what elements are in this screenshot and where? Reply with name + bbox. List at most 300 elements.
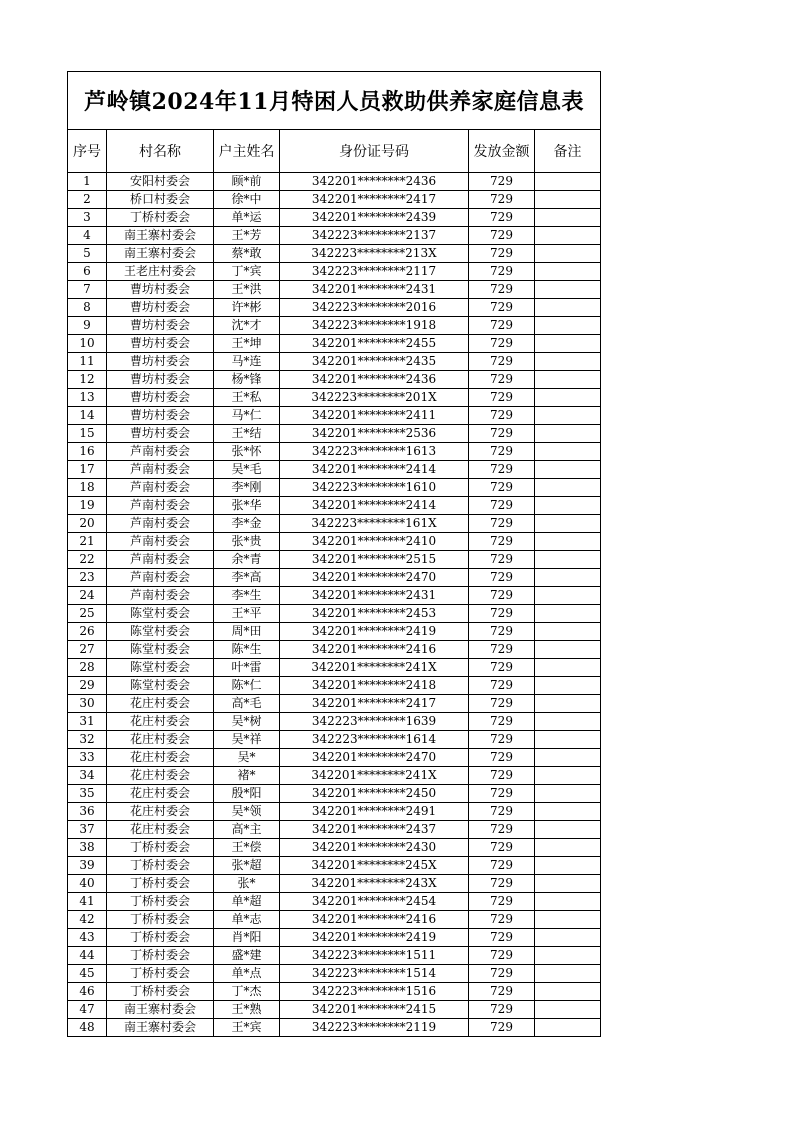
cell-id-number: 342223********1610 [280, 479, 469, 497]
cell-householder: 王*宾 [214, 1019, 280, 1037]
cell-amount: 729 [469, 731, 535, 749]
cell-id-number: 342201********2417 [280, 695, 469, 713]
cell-amount: 729 [469, 191, 535, 209]
cell-id-number: 342201********2436 [280, 371, 469, 389]
table-row [68, 281, 601, 299]
table-row [68, 425, 601, 443]
cell-householder: 周*田 [214, 623, 280, 641]
cell-householder: 王*平 [214, 605, 280, 623]
cell-id-number: 342223********201X [280, 389, 469, 407]
header-amount: 发放金额 [469, 130, 535, 173]
cell-id-number: 342201********2411 [280, 407, 469, 425]
cell-householder: 蔡*敢 [214, 245, 280, 263]
table-row [68, 1001, 601, 1019]
cell-householder: 张*怀 [214, 443, 280, 461]
cell-id-number: 342223********2016 [280, 299, 469, 317]
cell-village: 陈堂村委会 [107, 641, 214, 659]
cell-index: 17 [68, 461, 107, 479]
cell-index: 16 [68, 443, 107, 461]
cell-householder: 单*点 [214, 965, 280, 983]
table-row [68, 929, 601, 947]
cell-village: 芦南村委会 [107, 551, 214, 569]
cell-remark [535, 425, 601, 443]
table-row [68, 461, 601, 479]
cell-remark [535, 299, 601, 317]
cell-village: 芦南村委会 [107, 479, 214, 497]
cell-id-number: 342201********2415 [280, 1001, 469, 1019]
cell-village: 丁桥村委会 [107, 947, 214, 965]
cell-householder: 许*彬 [214, 299, 280, 317]
cell-amount: 729 [469, 821, 535, 839]
cell-amount: 729 [469, 281, 535, 299]
cell-village: 曹坊村委会 [107, 353, 214, 371]
cell-remark [535, 407, 601, 425]
cell-amount: 729 [469, 515, 535, 533]
cell-id-number: 342201********2515 [280, 551, 469, 569]
cell-amount: 729 [469, 893, 535, 911]
cell-remark [535, 695, 601, 713]
cell-amount: 729 [469, 389, 535, 407]
table-row [68, 785, 601, 803]
cell-village: 花庄村委会 [107, 695, 214, 713]
cell-id-number: 342201********2419 [280, 929, 469, 947]
cell-index: 22 [68, 551, 107, 569]
table-row [68, 551, 601, 569]
cell-amount: 729 [469, 371, 535, 389]
cell-amount: 729 [469, 443, 535, 461]
cell-village: 芦南村委会 [107, 497, 214, 515]
table-row [68, 227, 601, 245]
cell-householder: 张* [214, 875, 280, 893]
cell-village: 王老庄村委会 [107, 263, 214, 281]
cell-householder: 吴* [214, 749, 280, 767]
header-remark: 备注 [535, 130, 601, 173]
cell-remark [535, 317, 601, 335]
cell-index: 13 [68, 389, 107, 407]
cell-householder: 张*华 [214, 497, 280, 515]
cell-amount: 729 [469, 641, 535, 659]
cell-amount: 729 [469, 461, 535, 479]
cell-village: 丁桥村委会 [107, 965, 214, 983]
cell-id-number: 342223********1516 [280, 983, 469, 1001]
cell-index: 45 [68, 965, 107, 983]
cell-index: 11 [68, 353, 107, 371]
cell-id-number: 342201********2437 [280, 821, 469, 839]
table-row [68, 245, 601, 263]
cell-householder: 高*主 [214, 821, 280, 839]
cell-index: 27 [68, 641, 107, 659]
cell-index: 36 [68, 803, 107, 821]
cell-index: 38 [68, 839, 107, 857]
cell-remark [535, 821, 601, 839]
cell-householder: 李*金 [214, 515, 280, 533]
cell-remark [535, 209, 601, 227]
cell-amount: 729 [469, 1019, 535, 1037]
cell-remark [535, 767, 601, 785]
cell-id-number: 342201********2455 [280, 335, 469, 353]
cell-village: 芦南村委会 [107, 443, 214, 461]
table-row [68, 713, 601, 731]
cell-householder: 王*芳 [214, 227, 280, 245]
cell-amount: 729 [469, 803, 535, 821]
cell-index: 21 [68, 533, 107, 551]
cell-id-number: 342223********2137 [280, 227, 469, 245]
cell-amount: 729 [469, 587, 535, 605]
cell-index: 41 [68, 893, 107, 911]
cell-remark [535, 839, 601, 857]
cell-amount: 729 [469, 425, 535, 443]
cell-remark [535, 911, 601, 929]
cell-householder: 杨*锋 [214, 371, 280, 389]
cell-id-number: 342223********1514 [280, 965, 469, 983]
cell-remark [535, 623, 601, 641]
cell-householder: 王*坤 [214, 335, 280, 353]
cell-village: 曹坊村委会 [107, 335, 214, 353]
cell-village: 花庄村委会 [107, 731, 214, 749]
table-row [68, 803, 601, 821]
cell-village: 芦南村委会 [107, 587, 214, 605]
cell-id-number: 342223********2119 [280, 1019, 469, 1037]
cell-index: 35 [68, 785, 107, 803]
table-row [68, 821, 601, 839]
table-row [68, 299, 601, 317]
cell-remark [535, 1001, 601, 1019]
cell-index: 12 [68, 371, 107, 389]
cell-id-number: 342201********243X [280, 875, 469, 893]
cell-amount: 729 [469, 227, 535, 245]
cell-index: 32 [68, 731, 107, 749]
cell-village: 丁桥村委会 [107, 983, 214, 1001]
cell-index: 48 [68, 1019, 107, 1037]
cell-village: 丁桥村委会 [107, 893, 214, 911]
cell-remark [535, 587, 601, 605]
table-row [68, 317, 601, 335]
cell-remark [535, 659, 601, 677]
cell-village: 曹坊村委会 [107, 299, 214, 317]
cell-index: 6 [68, 263, 107, 281]
cell-householder: 李*刚 [214, 479, 280, 497]
table-row [68, 605, 601, 623]
cell-village: 曹坊村委会 [107, 281, 214, 299]
cell-remark [535, 731, 601, 749]
cell-index: 29 [68, 677, 107, 695]
header-village: 村名称 [107, 130, 214, 173]
cell-id-number: 342201********2431 [280, 587, 469, 605]
cell-index: 42 [68, 911, 107, 929]
cell-householder: 吴*毛 [214, 461, 280, 479]
cell-remark [535, 1019, 601, 1037]
cell-id-number: 342201********245X [280, 857, 469, 875]
cell-id-number: 342201********2450 [280, 785, 469, 803]
cell-householder: 吴*领 [214, 803, 280, 821]
table-row [68, 893, 601, 911]
cell-village: 芦南村委会 [107, 461, 214, 479]
cell-amount: 729 [469, 569, 535, 587]
cell-remark [535, 569, 601, 587]
cell-village: 安阳村委会 [107, 173, 214, 191]
cell-id-number: 342223********1613 [280, 443, 469, 461]
table-row [68, 857, 601, 875]
table-row [68, 569, 601, 587]
cell-index: 31 [68, 713, 107, 731]
cell-id-number: 342223********213X [280, 245, 469, 263]
cell-remark [535, 497, 601, 515]
cell-village: 花庄村委会 [107, 767, 214, 785]
cell-householder: 单*超 [214, 893, 280, 911]
cell-index: 37 [68, 821, 107, 839]
table-row [68, 497, 601, 515]
cell-id-number: 342201********2436 [280, 173, 469, 191]
cell-amount: 729 [469, 533, 535, 551]
cell-village: 芦南村委会 [107, 533, 214, 551]
cell-amount: 729 [469, 173, 535, 191]
cell-id-number: 342201********2470 [280, 569, 469, 587]
cell-id-number: 342201********241X [280, 659, 469, 677]
table-row [68, 839, 601, 857]
cell-id-number: 342201********2414 [280, 461, 469, 479]
table-row [68, 587, 601, 605]
cell-index: 25 [68, 605, 107, 623]
cell-amount: 729 [469, 263, 535, 281]
cell-village: 丁桥村委会 [107, 857, 214, 875]
cell-amount: 729 [469, 497, 535, 515]
cell-remark [535, 983, 601, 1001]
cell-index: 44 [68, 947, 107, 965]
cell-village: 南王寨村委会 [107, 245, 214, 263]
cell-householder: 余*青 [214, 551, 280, 569]
cell-index: 2 [68, 191, 107, 209]
cell-remark [535, 191, 601, 209]
cell-amount: 729 [469, 353, 535, 371]
cell-amount: 729 [469, 299, 535, 317]
cell-remark [535, 389, 601, 407]
cell-village: 花庄村委会 [107, 803, 214, 821]
cell-village: 南王寨村委会 [107, 227, 214, 245]
table-row [68, 677, 601, 695]
cell-remark [535, 875, 601, 893]
cell-householder: 叶*雷 [214, 659, 280, 677]
cell-amount: 729 [469, 317, 535, 335]
cell-index: 47 [68, 1001, 107, 1019]
cell-id-number: 342223********1639 [280, 713, 469, 731]
cell-index: 19 [68, 497, 107, 515]
cell-amount: 729 [469, 335, 535, 353]
cell-index: 34 [68, 767, 107, 785]
cell-id-number: 342201********2431 [280, 281, 469, 299]
table-row [68, 731, 601, 749]
cell-remark [535, 353, 601, 371]
cell-amount: 729 [469, 695, 535, 713]
cell-village: 曹坊村委会 [107, 317, 214, 335]
cell-householder: 丁*宾 [214, 263, 280, 281]
cell-index: 8 [68, 299, 107, 317]
table-row [68, 623, 601, 641]
cell-village: 南王寨村委会 [107, 1001, 214, 1019]
cell-amount: 729 [469, 479, 535, 497]
cell-amount: 729 [469, 965, 535, 983]
cell-householder: 李*生 [214, 587, 280, 605]
cell-index: 4 [68, 227, 107, 245]
cell-remark [535, 245, 601, 263]
cell-amount: 729 [469, 659, 535, 677]
cell-village: 陈堂村委会 [107, 605, 214, 623]
cell-householder: 盛*建 [214, 947, 280, 965]
cell-householder: 单*志 [214, 911, 280, 929]
cell-householder: 肖*阳 [214, 929, 280, 947]
cell-village: 桥口村委会 [107, 191, 214, 209]
cell-remark [535, 515, 601, 533]
cell-amount: 729 [469, 875, 535, 893]
cell-remark [535, 677, 601, 695]
cell-village: 丁桥村委会 [107, 911, 214, 929]
cell-remark [535, 965, 601, 983]
cell-village: 丁桥村委会 [107, 929, 214, 947]
cell-id-number: 342223********1918 [280, 317, 469, 335]
table-title: 芦岭镇2024年11月特困人员救助供养家庭信息表 [68, 72, 601, 130]
cell-index: 24 [68, 587, 107, 605]
cell-remark [535, 641, 601, 659]
cell-id-number: 342201********2470 [280, 749, 469, 767]
table-row [68, 407, 601, 425]
cell-amount: 729 [469, 605, 535, 623]
cell-village: 南王寨村委会 [107, 1019, 214, 1037]
cell-village: 丁桥村委会 [107, 875, 214, 893]
cell-index: 7 [68, 281, 107, 299]
cell-village: 花庄村委会 [107, 713, 214, 731]
table-row [68, 983, 601, 1001]
cell-householder: 陈*生 [214, 641, 280, 659]
table-row [68, 443, 601, 461]
cell-village: 陈堂村委会 [107, 659, 214, 677]
cell-householder: 单*运 [214, 209, 280, 227]
cell-remark [535, 605, 601, 623]
cell-householder: 王*结 [214, 425, 280, 443]
cell-index: 43 [68, 929, 107, 947]
cell-village: 曹坊村委会 [107, 371, 214, 389]
table-row [68, 659, 601, 677]
table-row [68, 263, 601, 281]
cell-remark [535, 947, 601, 965]
cell-remark [535, 749, 601, 767]
cell-householder: 殷*阳 [214, 785, 280, 803]
cell-id-number: 342201********2536 [280, 425, 469, 443]
cell-id-number: 342201********2439 [280, 209, 469, 227]
table-row [68, 173, 601, 191]
table-row [68, 533, 601, 551]
cell-village: 芦南村委会 [107, 515, 214, 533]
cell-index: 5 [68, 245, 107, 263]
cell-id-number: 342223********2117 [280, 263, 469, 281]
cell-amount: 729 [469, 677, 535, 695]
cell-village: 花庄村委会 [107, 821, 214, 839]
cell-amount: 729 [469, 839, 535, 857]
cell-remark [535, 263, 601, 281]
cell-index: 20 [68, 515, 107, 533]
cell-index: 14 [68, 407, 107, 425]
cell-householder: 褚* [214, 767, 280, 785]
cell-amount: 729 [469, 209, 535, 227]
cell-amount: 729 [469, 245, 535, 263]
cell-householder: 马*仁 [214, 407, 280, 425]
cell-id-number: 342201********241X [280, 767, 469, 785]
cell-amount: 729 [469, 929, 535, 947]
table-row [68, 191, 601, 209]
cell-remark [535, 785, 601, 803]
cell-index: 30 [68, 695, 107, 713]
cell-householder: 吴*树 [214, 713, 280, 731]
cell-remark [535, 479, 601, 497]
cell-village: 花庄村委会 [107, 749, 214, 767]
cell-householder: 王*洪 [214, 281, 280, 299]
cell-village: 陈堂村委会 [107, 677, 214, 695]
cell-amount: 729 [469, 983, 535, 1001]
cell-remark [535, 173, 601, 191]
header-index: 序号 [68, 130, 107, 173]
table-row [68, 641, 601, 659]
cell-id-number: 342201********2414 [280, 497, 469, 515]
cell-index: 18 [68, 479, 107, 497]
cell-village: 曹坊村委会 [107, 389, 214, 407]
info-table [67, 71, 601, 1037]
cell-index: 9 [68, 317, 107, 335]
cell-id-number: 342201********2416 [280, 641, 469, 659]
cell-amount: 729 [469, 551, 535, 569]
cell-householder: 丁*杰 [214, 983, 280, 1001]
cell-village: 芦南村委会 [107, 569, 214, 587]
table-row [68, 965, 601, 983]
cell-householder: 张*贵 [214, 533, 280, 551]
cell-index: 23 [68, 569, 107, 587]
header-householder: 户主姓名 [214, 130, 280, 173]
cell-id-number: 342223********161X [280, 515, 469, 533]
cell-householder: 王*偿 [214, 839, 280, 857]
cell-remark [535, 893, 601, 911]
cell-village: 曹坊村委会 [107, 407, 214, 425]
cell-amount: 729 [469, 947, 535, 965]
cell-id-number: 342201********2416 [280, 911, 469, 929]
table-row [68, 875, 601, 893]
cell-id-number: 342223********1614 [280, 731, 469, 749]
cell-amount: 729 [469, 407, 535, 425]
cell-id-number: 342201********2491 [280, 803, 469, 821]
cell-index: 10 [68, 335, 107, 353]
cell-index: 1 [68, 173, 107, 191]
cell-id-number: 342201********2418 [280, 677, 469, 695]
cell-householder: 顾*前 [214, 173, 280, 191]
cell-householder: 沈*才 [214, 317, 280, 335]
cell-index: 33 [68, 749, 107, 767]
table-body [68, 173, 601, 1037]
table-row [68, 515, 601, 533]
cell-id-number: 342201********2430 [280, 839, 469, 857]
cell-householder: 王*私 [214, 389, 280, 407]
cell-amount: 729 [469, 785, 535, 803]
cell-remark [535, 335, 601, 353]
info-sheet [67, 71, 600, 1037]
cell-remark [535, 929, 601, 947]
table-row [68, 1019, 601, 1037]
cell-index: 15 [68, 425, 107, 443]
cell-householder: 吴*祥 [214, 731, 280, 749]
cell-village: 陈堂村委会 [107, 623, 214, 641]
cell-index: 46 [68, 983, 107, 1001]
cell-village: 丁桥村委会 [107, 209, 214, 227]
table-row [68, 749, 601, 767]
cell-village: 丁桥村委会 [107, 839, 214, 857]
cell-id-number: 342201********2435 [280, 353, 469, 371]
cell-remark [535, 461, 601, 479]
cell-remark [535, 857, 601, 875]
